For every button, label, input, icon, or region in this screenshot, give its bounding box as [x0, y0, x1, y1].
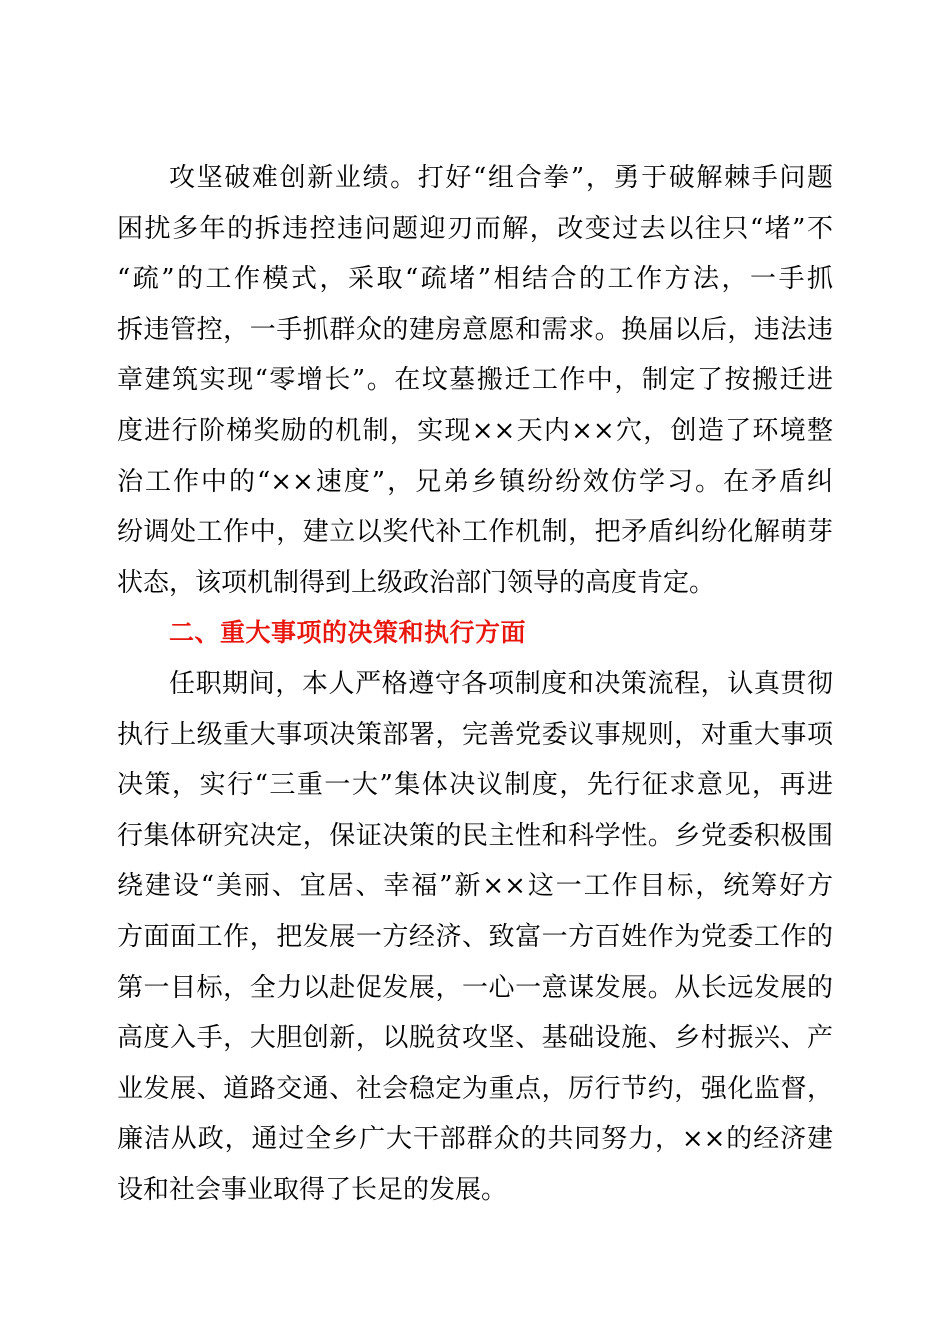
paragraph-line: 第一目标，全力以赴促发展，一心一意谋发展。从长远发展的	[117, 972, 833, 1003]
paragraph-line: 绕建设“美丽、宜居、幸福”新××这一工作目标，统筹好方	[117, 871, 833, 902]
paragraph-line: 方面面工作，把发展一方经济、致富一方百姓作为党委工作的	[117, 921, 833, 952]
section-heading: 二、重大事项的决策和执行方面	[169, 618, 527, 648]
paragraph-2	[117, 659, 833, 1216]
paragraph-line: 章建筑实现“零增长”。在坟墓搬迁工作中，制定了按搬迁进	[117, 365, 833, 396]
paragraph-line: 高度入手，大胆创新，以脱贫攻坚、基础设施、乡村振兴、产	[117, 1023, 833, 1054]
paragraph-line: 执行上级重大事项决策部署，完善党委议事规则，对重大事项	[117, 719, 833, 750]
paragraph-line: 纷调处工作中，建立以奖代补工作机制，把矛盾纠纷化解萌芽	[117, 517, 833, 548]
paragraph-line: “疏”的工作模式，采取“疏堵”相结合的工作方法，一手抓	[117, 264, 833, 295]
paragraph-line: 困扰多年的拆违控违问题迎刃而解，改变过去以往只“堵”不	[117, 213, 833, 244]
paragraph-line: 行集体研究决定，保证决策的民主性和科学性。乡党委积极围	[117, 820, 833, 851]
paragraph-line: 拆违管控，一手抓群众的建房意愿和需求。换届以后，违法违	[117, 314, 833, 345]
paragraph-line: 决策，实行“三重一大”集体决议制度，先行征求意见，再进	[117, 770, 833, 801]
paragraph-line: 治工作中的“××速度”，兄弟乡镇纷纷效仿学习。在矛盾纠	[117, 466, 833, 497]
paragraph-line: 业发展、道路交通、社会稳定为重点，厉行节约，强化监督，	[117, 1073, 833, 1104]
paragraph-line: 设和社会事业取得了长足的发展。	[117, 1174, 508, 1205]
paragraph-line: 任职期间，本人严格遵守各项制度和决策流程，认真贯彻	[169, 668, 833, 699]
paragraph-1	[117, 153, 833, 608]
paragraph-line: 状态，该项机制得到上级政治部门领导的高度肯定。	[117, 567, 716, 598]
paragraph-line: 度进行阶梯奖励的机制，实现××天内××穴，创造了环境整	[117, 415, 833, 446]
paragraph-line: 攻坚破难创新业绩。打好“组合拳”，勇于破解棘手问题	[169, 163, 833, 193]
paragraph-line: 廉洁从政，通过全乡广大干部群众的共同努力，××的经济建	[117, 1124, 833, 1155]
document-page	[117, 153, 833, 1215]
